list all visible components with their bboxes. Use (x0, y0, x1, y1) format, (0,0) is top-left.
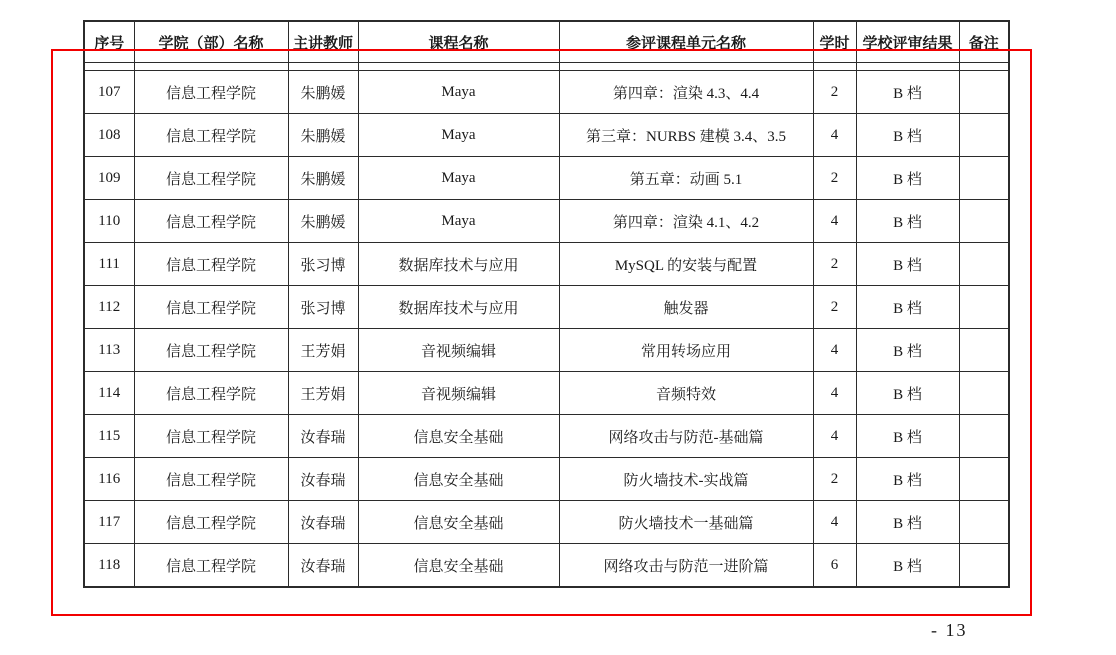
cell-no: 112 (84, 286, 134, 329)
cell-hours: 2 (813, 71, 856, 114)
header-cell-college: 学院（部）名称 (134, 21, 288, 63)
cell-college: 信息工程学院 (134, 415, 288, 458)
cell-no: 118 (84, 544, 134, 588)
cell-no: 113 (84, 329, 134, 372)
cell-teacher: 王芳娟 (288, 329, 358, 372)
cell-college: 信息工程学院 (134, 544, 288, 588)
cell-no: 107 (84, 71, 134, 114)
table-row (84, 286, 1009, 329)
course-evaluation-table (83, 20, 1010, 588)
cell-result: B 档 (856, 157, 959, 200)
cell-unit: 常用转场应用 (559, 329, 813, 372)
cell-teacher: 汝春瑞 (288, 415, 358, 458)
cell-unit: 第五章：动画 5.1 (559, 157, 813, 200)
table-row (84, 415, 1009, 458)
cell-hours: 4 (813, 200, 856, 243)
table-row (84, 544, 1009, 588)
table-row (84, 372, 1009, 415)
cell-result: B 档 (856, 286, 959, 329)
cell-college: 信息工程学院 (134, 114, 288, 157)
cell-no: 111 (84, 243, 134, 286)
table-row (84, 200, 1009, 243)
cell-remark (959, 114, 1009, 157)
cell-teacher: 朱鹏媛 (288, 114, 358, 157)
table-row (84, 501, 1009, 544)
cell-teacher: 张习博 (288, 243, 358, 286)
cell-remark (959, 243, 1009, 286)
cell-unit: 触发器 (559, 286, 813, 329)
cell-hours: 4 (813, 501, 856, 544)
header-cell-hours: 学时 (813, 21, 856, 63)
cell-hours: 2 (813, 286, 856, 329)
table-row (84, 329, 1009, 372)
page-number: - 13 (931, 620, 968, 640)
cell-course: 信息安全基础 (358, 544, 559, 588)
cell-teacher: 汝春瑞 (288, 501, 358, 544)
cell-unit: 网络攻击与防范-基础篇 (559, 415, 813, 458)
cell-course: Maya (358, 200, 559, 243)
cell-college: 信息工程学院 (134, 71, 288, 114)
cell-course: 信息安全基础 (358, 458, 559, 501)
cell-teacher: 汝春瑞 (288, 458, 358, 501)
cell-course: Maya (358, 71, 559, 114)
cell-remark (959, 372, 1009, 415)
header-cell-unit: 参评课程单元名称 (559, 21, 813, 63)
cell-college: 信息工程学院 (134, 329, 288, 372)
cell-result: B 档 (856, 372, 959, 415)
cell-course: 数据库技术与应用 (358, 243, 559, 286)
cell-unit: 防火墙技术-实战篇 (559, 458, 813, 501)
cell-teacher: 朱鹏媛 (288, 71, 358, 114)
table-row (84, 114, 1009, 157)
cell-hours: 2 (813, 243, 856, 286)
cell-course: 音视频编辑 (358, 329, 559, 372)
cell-hours: 4 (813, 114, 856, 157)
cell-result: B 档 (856, 501, 959, 544)
cell-college: 信息工程学院 (134, 458, 288, 501)
cell-unit: MySQL 的安装与配置 (559, 243, 813, 286)
cell-result: B 档 (856, 329, 959, 372)
cell-college: 信息工程学院 (134, 200, 288, 243)
cell-no: 116 (84, 458, 134, 501)
cell-unit: 第四章：渲染 4.1、4.2 (559, 200, 813, 243)
header-cell-teacher: 主讲教师 (288, 21, 358, 63)
table-header-row (84, 21, 1009, 63)
spacer-row (84, 63, 1009, 71)
table-row (84, 458, 1009, 501)
cell-no: 117 (84, 501, 134, 544)
cell-no: 108 (84, 114, 134, 157)
cell-no: 114 (84, 372, 134, 415)
cell-course: 数据库技术与应用 (358, 286, 559, 329)
cell-unit: 第四章：渲染 4.3、4.4 (559, 71, 813, 114)
cell-remark (959, 71, 1009, 114)
cell-remark (959, 200, 1009, 243)
cell-remark (959, 157, 1009, 200)
cell-college: 信息工程学院 (134, 286, 288, 329)
cell-course: Maya (358, 114, 559, 157)
cell-college: 信息工程学院 (134, 372, 288, 415)
table-row (84, 243, 1009, 286)
cell-hours: 4 (813, 372, 856, 415)
cell-result: B 档 (856, 415, 959, 458)
cell-teacher: 朱鹏媛 (288, 157, 358, 200)
cell-unit: 网络攻击与防范一进阶篇 (559, 544, 813, 588)
cell-remark (959, 329, 1009, 372)
cell-teacher: 汝春瑞 (288, 544, 358, 588)
cell-course: 信息安全基础 (358, 415, 559, 458)
cell-result: B 档 (856, 200, 959, 243)
table-row (84, 157, 1009, 200)
cell-remark (959, 501, 1009, 544)
table-row (84, 71, 1009, 114)
cell-result: B 档 (856, 243, 959, 286)
cell-remark (959, 286, 1009, 329)
cell-no: 110 (84, 200, 134, 243)
cell-remark (959, 415, 1009, 458)
cell-college: 信息工程学院 (134, 243, 288, 286)
cell-teacher: 张习博 (288, 286, 358, 329)
cell-college: 信息工程学院 (134, 501, 288, 544)
cell-result: B 档 (856, 458, 959, 501)
cell-no: 109 (84, 157, 134, 200)
cell-teacher: 王芳娟 (288, 372, 358, 415)
header-cell-no: 序号 (84, 21, 134, 63)
header-cell-course: 课程名称 (358, 21, 559, 63)
cell-result: B 档 (856, 544, 959, 588)
header-cell-result: 学校评审结果 (856, 21, 959, 63)
cell-no: 115 (84, 415, 134, 458)
cell-remark (959, 544, 1009, 588)
cell-course: 音视频编辑 (358, 372, 559, 415)
cell-unit: 防火墙技术一基础篇 (559, 501, 813, 544)
cell-course: 信息安全基础 (358, 501, 559, 544)
cell-teacher: 朱鹏媛 (288, 200, 358, 243)
cell-hours: 4 (813, 329, 856, 372)
cell-hours: 4 (813, 415, 856, 458)
cell-result: B 档 (856, 71, 959, 114)
cell-remark (959, 458, 1009, 501)
header-cell-remark: 备注 (959, 21, 1009, 63)
cell-course: Maya (358, 157, 559, 200)
cell-unit: 音频特效 (559, 372, 813, 415)
cell-result: B 档 (856, 114, 959, 157)
cell-hours: 2 (813, 157, 856, 200)
cell-hours: 6 (813, 544, 856, 588)
cell-hours: 2 (813, 458, 856, 501)
cell-college: 信息工程学院 (134, 157, 288, 200)
cell-unit: 第三章：NURBS 建模 3.4、3.5 (559, 114, 813, 157)
